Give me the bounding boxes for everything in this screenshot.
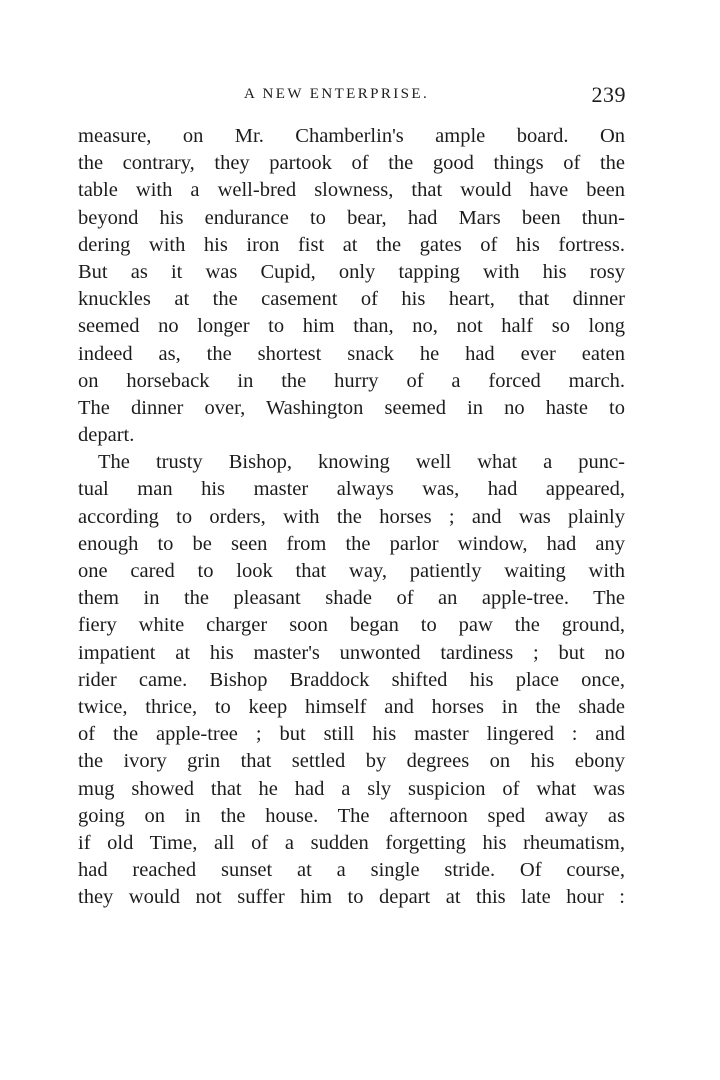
text-line: one cared to look that way, patiently waiting with (78, 560, 625, 582)
text-line: beyond his endurance to bear, had Mars been thun- (78, 206, 625, 229)
text-line: mug showed that he had a sly suspicion of what was (78, 777, 625, 800)
body-text (78, 123, 625, 911)
text-line: indeed as, the shortest snack he had ever eaten (78, 342, 625, 365)
text-line: seemed no longer to him than, no, not half so long (78, 315, 625, 338)
running-head (78, 82, 626, 112)
text-line: the contrary, they partook of the good things of the (78, 152, 625, 175)
text-line: they would not suffer him to depart at this late hour : (78, 886, 625, 909)
text-line: tual man his master always was, had appeared, (78, 478, 625, 501)
text-line: if old Time, all of a sudden forgetting his rheumatism, (78, 831, 625, 854)
text-line: measure, on Mr. Chamberlin's ample board. On (78, 125, 625, 147)
text-line: enough to be seen from the parlor window, had any (78, 532, 625, 555)
text-line: on horseback in the hurry of a forced march. (78, 369, 625, 392)
text-line: had reached sunset at a single stride. Of course, (78, 859, 625, 882)
text-line: But as it was Cupid, only tapping with his rosy (78, 260, 625, 283)
text-line: according to orders, with the horses ; and was plainly (78, 505, 625, 528)
text-line: table with a well-bred slowness, that would have been (78, 179, 625, 202)
text-line: the ivory grin that settled by degrees on his ebony (78, 750, 625, 773)
text-line: of the apple-tree ; but still his master lingered : and (78, 723, 625, 746)
text-line: The dinner over, Washington seemed in no haste to (78, 396, 625, 419)
text-line: fiery white charger soon began to paw the ground, (78, 614, 625, 637)
paragraph-start-line: The trusty Bishop, knowing well what a punc- (98, 451, 625, 474)
text-line: impatient at his master's unwonted tardiness ; but no (78, 641, 625, 664)
text-line: them in the pleasant shade of an apple-tree. The (78, 587, 625, 610)
text-line: knuckles at the casement of his heart, that dinner (78, 288, 625, 311)
text-line: rider came. Bishop Braddock shifted his place once, (78, 668, 625, 691)
text-line: going on in the house. The afternoon sped away as (78, 804, 625, 827)
running-title: A NEW ENTERPRISE. (244, 86, 430, 102)
text-line: twice, thrice, to keep himself and horses in the shade (78, 695, 625, 718)
page-number: 239 (591, 82, 626, 107)
paragraph-end-line: depart. (78, 424, 135, 447)
text-line: dering with his iron fist at the gates of his fortress. (78, 233, 625, 256)
